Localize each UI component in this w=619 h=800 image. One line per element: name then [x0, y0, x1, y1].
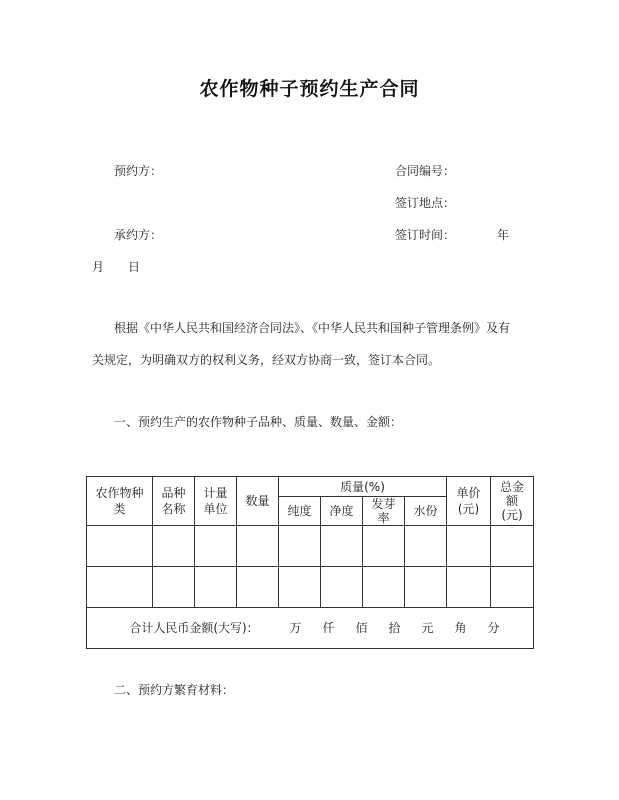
cell[interactable]	[195, 526, 237, 567]
table-row	[87, 567, 534, 608]
booker-label: 预约方：	[114, 164, 163, 178]
preamble-line-1: 根据《中华人民共和国经济合同法》、《中华人民共和国种子管理条例》及有	[114, 321, 511, 335]
contract-no-label: 合同编号：	[395, 164, 456, 178]
unit-bai: 佰	[355, 621, 368, 635]
unit-wan: 万	[289, 621, 302, 635]
header-quality-group: 质量(%)	[279, 477, 447, 497]
sign-time-label: 签订时间：	[395, 228, 456, 242]
cell[interactable]	[363, 526, 405, 567]
cell[interactable]	[321, 567, 363, 608]
unit-shi: 拾	[388, 621, 401, 635]
header-unit-price: 单价 (元)	[447, 477, 491, 526]
unit-yuan: 元	[421, 621, 434, 635]
sign-place-label: 签订地点：	[395, 196, 456, 210]
header-unit: 计量 单位	[195, 477, 237, 526]
cell[interactable]	[405, 526, 447, 567]
cell[interactable]	[153, 567, 195, 608]
cell[interactable]	[405, 567, 447, 608]
cell[interactable]	[237, 526, 279, 567]
seed-table	[86, 476, 534, 649]
header-purity: 纯度	[279, 497, 321, 526]
section-1-heading: 一、预约生产的农作物种子品种、质量、数量、金额：	[114, 415, 403, 429]
year-label: 年	[497, 228, 510, 242]
total-row	[87, 608, 534, 649]
cell[interactable]	[279, 567, 321, 608]
month-label: 月	[92, 260, 105, 274]
cell[interactable]	[447, 526, 491, 567]
cell[interactable]	[237, 567, 279, 608]
preamble-line-2: 关规定，为明确双方的权利义务，经双方协商一致，签订本合同。	[92, 353, 441, 367]
header-moisture: 水份	[405, 497, 447, 526]
unit-jiao: 角	[454, 621, 467, 635]
cell[interactable]	[279, 526, 321, 567]
cell[interactable]	[363, 567, 405, 608]
cell[interactable]	[491, 526, 534, 567]
section-2-heading: 二、预约方繁育材料：	[114, 683, 235, 697]
cell[interactable]	[87, 567, 153, 608]
table-row	[87, 526, 534, 567]
cell[interactable]	[491, 567, 534, 608]
cell[interactable]	[321, 526, 363, 567]
cell[interactable]	[87, 526, 153, 567]
cell[interactable]	[447, 567, 491, 608]
total-amount-label: 合计人民币金额(大写)：	[129, 621, 259, 635]
unit-fen: 分	[487, 621, 500, 635]
unit-qian: 仟	[322, 621, 335, 635]
document-title: 农作物种子预约生产合同	[199, 78, 420, 100]
header-cleanliness: 净度	[321, 497, 363, 526]
cell[interactable]	[195, 567, 237, 608]
cell[interactable]	[153, 526, 195, 567]
day-label: 日	[128, 260, 141, 274]
header-total-amount: 总金 额 (元)	[491, 477, 534, 526]
header-germination: 发芽 率	[363, 497, 405, 526]
contractor-label: 承约方：	[114, 228, 163, 242]
header-variety: 品种 名称	[153, 477, 195, 526]
header-quantity: 数量	[237, 477, 279, 526]
header-crop-type: 农作物种 类	[87, 477, 153, 526]
